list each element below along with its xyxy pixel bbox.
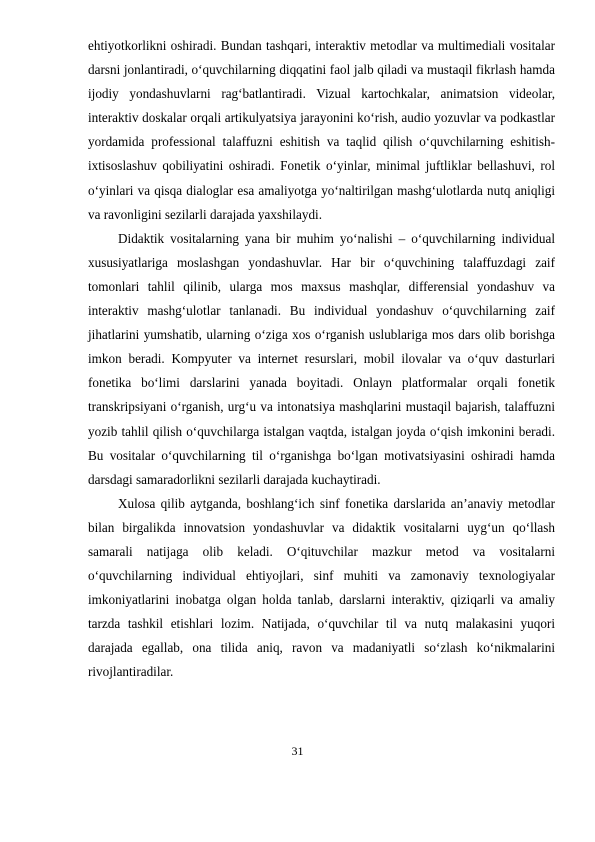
paragraph-didactic-tools: Didaktik vositalarning yana bir muhim yo‘nalishi – o‘quvchilarning individual xususiyatlariga moslashgan yondashuvlar. Har bir o‘quvchining talaffuzdagi zaif tomonlari tahlil qilinib, ularga mos maxsus mashqlar, differensial yondashuv va interaktiv mashg‘ulotlar tanlanadi. Bu individual yondashuv o‘quvchilarning zaif jihatlarini yumshatib, ularning o‘ziga xos o‘rganish uslublariga mos dars olib borishga imkon beradi. Kompyuter va internet resurslari, mobil ilovalar va o‘quv dasturlari fonetika bo‘limi darslarini yanada boyitadi. Onlayn platformalar orqali fonetik transkripsiyani o‘rganish, urg‘u va intonatsiya mashqlarini mustaqil bajarish, talaffuzni yozib tahlil qilish o‘quvchilarga istalgan vaqtda, istalgan joyda o‘qish imkonini beradi. Bu vositalar o‘quvchilarning til o‘rganishga bo‘lgan motivatsiyasini oshiradi hamda darsdagi samaradorlikni sezilarli darajada kuchaytiradi. bbox=[88, 230, 555, 487]
paragraph-continuation: ehtiyotkorlikni oshiradi. Bundan tashqari, interaktiv metodlar va multimediali vositalar darsni jonlantiradi, o‘quvchilarning diqqatini faol jalb qiladi va mustaqil fikrlash hamda ijodiy yondashuvlarni rag‘batlantiradi. Vizual kartochkalar, animatsion videolar, interaktiv doskalar orqali artikulyatsiya jarayonini ko‘rish, audio yozuvlar va podkastlar yordamida professional talaffuzni eshitish va taqlid qilish o‘quvchilarning eshitish-ixtisoslashuv qobiliyatini oshiradi. Fonetik o‘yinlar, minimal juftliklar bellashuvi, rol o‘yinlari va qisqa dialoglar esa amaliyotga yo‘naltirilgan mashg‘ulotlarda nutq aniqligi va ravonligini sezilarli darajada yaxshilaydi. bbox=[88, 38, 555, 222]
paragraph-conclusion: Xulosa qilib aytganda, boshlang‘ich sinf fonetika darslarida an’anaviy metodlar bilan birgalikda innovatsion yondashuvlar va didaktik vositalarni uyg‘un qo‘llash samarali natijaga olib keladi. O‘qituvchilar mazkur metod va vositalarni o‘quvchilarning individual ehtiyojlari, sinf muhiti va zamonaviy texnologiyalar imkoniyatlarini inobatga olgan holda tanlab, darslarni interaktiv, qiziqarli va amaliy tarzda tashkil etishlari lozim. Natijada, o‘quvchilar til va nutq malakasini yuqori darajada egallab, ona tilida aniq, ravon va madaniyatli so‘zlash ko‘nikmalarini rivojlantiradilar. bbox=[88, 495, 555, 680]
page-number: 31 bbox=[291, 744, 304, 758]
body-text bbox=[88, 34, 555, 685]
